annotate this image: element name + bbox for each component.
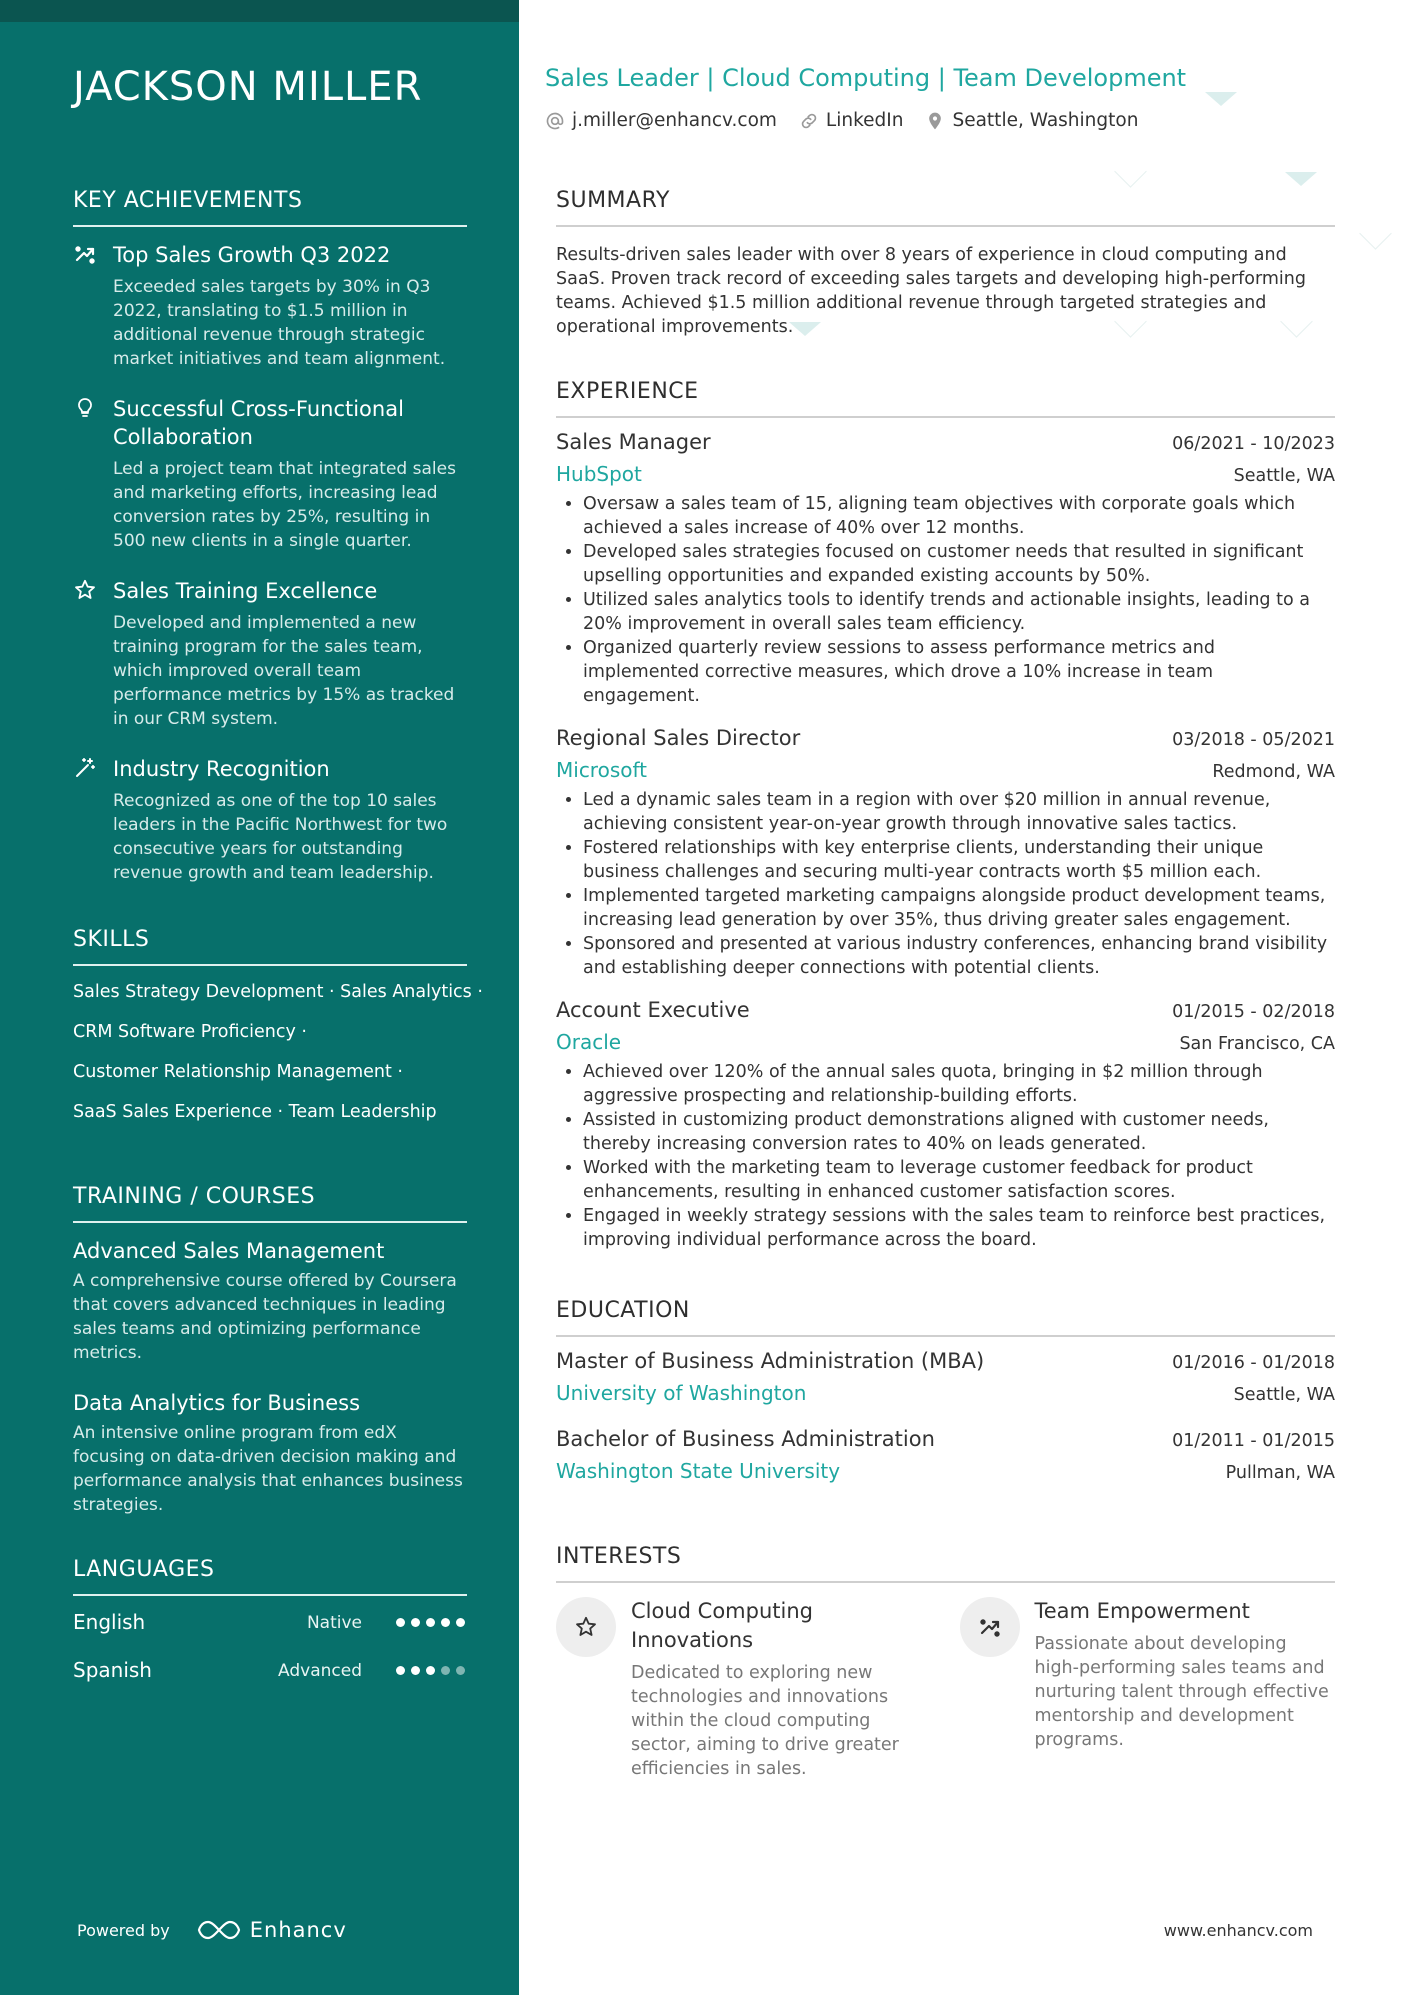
sidebar	[0, 0, 519, 1995]
school: Washington State University	[556, 1459, 841, 1483]
interests-title: INTERESTS	[556, 1544, 1335, 1583]
course-title: Advanced Sales Management	[73, 1239, 385, 1263]
job-bullet: • Developed sales strategies focused on customer needs that resulted in significant upselling opportunities and expanded existing accounts by 50%.	[583, 540, 1335, 588]
contact-location	[925, 110, 1138, 131]
job-dates: 01/2015 - 02/2018	[1172, 1002, 1335, 1022]
job-bullet: • Fostered relationships with key enterprise clients, understanding their unique business challenges and securing multi-year contracts worth $5 million each.	[583, 836, 1335, 884]
interest-desc: Dedicated to exploring new technologies and innovations within the cloud computing sector, aiming to drive greater efficiencies in sales.	[631, 1663, 899, 1779]
achievement-item	[73, 395, 467, 553]
contact-location-text: Seattle, Washington	[952, 110, 1139, 131]
school: University of Washington	[556, 1381, 807, 1405]
skills-title: SKILLS	[73, 927, 467, 966]
contact-bar	[545, 110, 1138, 131]
job-location: Seattle, WA	[1233, 466, 1335, 486]
enhancv-logo-text: Enhancv	[249, 1918, 347, 1942]
interests-section	[556, 1544, 1335, 1781]
education-dates: 01/2011 - 01/2015	[1172, 1431, 1335, 1451]
achievement-item	[73, 577, 467, 731]
proficiency-dot-filled	[411, 1666, 420, 1675]
contact-linkedin[interactable]	[799, 110, 904, 131]
education-section	[556, 1298, 1335, 1505]
language-name: English	[73, 1610, 146, 1634]
star-icon	[574, 1615, 598, 1639]
skills-line: CRM Software Proficiency ·	[73, 1022, 307, 1042]
job-bullet: • Utilized sales analytics tools to identify trends and actionable insights, leading to a 20% improvement in overall sales team efficiency.	[583, 588, 1335, 636]
headline: Sales Leader | Cloud Computing | Team Development	[545, 64, 1187, 92]
language-row	[73, 1658, 467, 1706]
proficiency-dot-filled	[441, 1618, 450, 1627]
job-bullet: • Led a dynamic sales team in a region with over $20 million in annual revenue, achieving consistent year-on-year growth through innovative sales tactics.	[583, 788, 1335, 836]
contact-email[interactable]	[545, 110, 777, 131]
job-entry	[556, 430, 1335, 708]
interest-item	[556, 1597, 932, 1781]
degree: Master of Business Administration (MBA)	[556, 1349, 985, 1373]
language-level: Native	[306, 1613, 362, 1633]
achievement-title: Successful Cross-Functional Collaboration	[113, 397, 404, 449]
achievement-desc: Recognized as one of the top 10 sales leaders in the Pacific Northwest for two consecutive years for outstanding revenue growth and team leadership.	[113, 791, 448, 883]
proficiency-dot-filled	[396, 1618, 405, 1627]
contact-email-text: j.miller@enhancv.com	[572, 110, 777, 131]
decorative-chevron	[1359, 217, 1392, 250]
skills-line: SaaS Sales Experience · Team Leadership	[73, 1102, 437, 1122]
job-bullet: • Organized quarterly review sessions to assess performance metrics and implemented corrective measures, which drove a 10% increase in team engagement.	[583, 636, 1335, 708]
achievements-title: KEY ACHIEVEMENTS	[73, 188, 467, 227]
language-name: Spanish	[73, 1658, 152, 1682]
interest-icon-circle	[960, 1597, 1020, 1657]
interest-icon-circle	[556, 1597, 616, 1657]
training-title: TRAINING / COURSES	[73, 1184, 467, 1223]
footer-website[interactable]: www.enhancv.com	[1163, 1921, 1313, 1940]
course-item	[73, 1389, 467, 1517]
interest-item	[960, 1597, 1336, 1781]
language-dots	[396, 1666, 465, 1675]
job-title: Sales Manager	[556, 430, 711, 454]
job-company: Oracle	[556, 1030, 622, 1054]
languages-section	[73, 1557, 467, 1706]
at-icon	[545, 111, 565, 131]
proficiency-dot-empty	[456, 1666, 465, 1675]
sidebar-top-strip	[0, 0, 519, 22]
education-dates: 01/2016 - 01/2018	[1172, 1353, 1335, 1373]
job-company: Microsoft	[556, 758, 648, 782]
course-desc: An intensive online program from edX focusing on data-driven decision making and performance analysis that enhances business strategies.	[73, 1423, 463, 1515]
proficiency-dot-empty	[441, 1666, 450, 1675]
proficiency-dot-filled	[426, 1618, 435, 1627]
job-dates: 06/2021 - 10/2023	[1172, 434, 1335, 454]
main-content	[519, 0, 1410, 1995]
contact-linkedin-text: LinkedIn	[825, 110, 904, 131]
link-icon	[799, 111, 819, 131]
magic-wand-icon	[73, 756, 97, 780]
education-title: EDUCATION	[556, 1298, 1335, 1337]
powered-by	[77, 1918, 347, 1942]
job-bullets	[556, 492, 1335, 708]
job-bullet: • Worked with the marketing team to leverage customer feedback for product enhancements, resulting in enhanced customer satisfaction scores.	[583, 1156, 1335, 1204]
job-bullet: • Engaged in weekly strategy sessions with the sales team to reinforce best practices, improving individual performance across the board.	[583, 1204, 1335, 1252]
experience-section	[556, 379, 1335, 1270]
education-entry	[556, 1427, 1335, 1483]
growth-chart-icon	[978, 1615, 1002, 1639]
skills-line: Sales Strategy Development · Sales Analytics ·	[73, 982, 483, 1002]
achievement-title: Top Sales Growth Q3 2022	[113, 243, 391, 267]
growth-chart-icon	[73, 242, 97, 266]
course-item	[73, 1237, 467, 1365]
summary-section	[556, 188, 1335, 339]
job-entry	[556, 998, 1335, 1252]
skills-line: Customer Relationship Management ·	[73, 1062, 403, 1082]
job-bullets	[556, 1060, 1335, 1252]
job-title: Account Executive	[556, 998, 750, 1022]
achievement-item	[73, 241, 467, 371]
decorative-chevron	[1114, 155, 1147, 188]
school-location: Seattle, WA	[1233, 1385, 1335, 1405]
decorative-triangle	[1205, 92, 1237, 106]
job-bullets	[556, 788, 1335, 980]
achievement-item	[73, 755, 467, 885]
interest-desc: Passionate about developing high-performing sales teams and nurturing talent through effective mentorship and development programs.	[1034, 1634, 1329, 1750]
candidate-name: JACKSON MILLER	[73, 64, 423, 110]
job-bullet: • Oversaw a sales team of 15, aligning team objectives with corporate goals which achieved a sales increase of 40% over 12 months.	[583, 492, 1335, 540]
experience-title: EXPERIENCE	[556, 379, 1335, 418]
proficiency-dot-filled	[396, 1666, 405, 1675]
language-level: Advanced	[278, 1661, 362, 1681]
course-desc: A comprehensive course offered by Coursera that covers advanced techniques in leading sales teams and optimizing performance metrics.	[73, 1271, 457, 1363]
job-bullet: • Sponsored and presented at various industry conferences, enhancing brand visibility and establishing deeper connections with potential clients.	[583, 932, 1335, 980]
achievement-desc: Developed and implemented a new training program for the sales team, which improved overall team performance metrics by 15% as tracked in our CRM system.	[113, 613, 455, 729]
job-entry	[556, 726, 1335, 980]
decorative-triangle	[1285, 172, 1317, 186]
achievement-title: Industry Recognition	[113, 757, 330, 781]
interest-title: Cloud Computing Innovations	[631, 1599, 813, 1652]
education-entry	[556, 1349, 1335, 1405]
language-row	[73, 1610, 467, 1658]
proficiency-dot-filled	[426, 1666, 435, 1675]
course-title: Data Analytics for Business	[73, 1391, 361, 1415]
achievements-section	[73, 188, 467, 909]
training-section	[73, 1184, 467, 1541]
school-location: Pullman, WA	[1225, 1463, 1335, 1483]
achievement-desc: Led a project team that integrated sales and marketing efforts, increasing lead conversion rates by 25%, resulting in 500 new clients in a single quarter.	[113, 459, 456, 551]
skills-section	[73, 927, 483, 1140]
languages-title: LANGUAGES	[73, 1557, 467, 1596]
enhancv-logo-icon	[196, 1918, 242, 1942]
proficiency-dot-filled	[411, 1618, 420, 1627]
enhancv-logo[interactable]	[196, 1918, 347, 1942]
job-bullet: • Implemented targeted marketing campaigns alongside product development teams, increasing lead generation by over 35%, thus driving greater sales engagement.	[583, 884, 1335, 932]
powered-by-label: Powered by	[77, 1920, 170, 1940]
location-pin-icon	[925, 111, 945, 131]
lightbulb-icon	[73, 396, 97, 420]
proficiency-dot-filled	[456, 1618, 465, 1627]
job-dates: 03/2018 - 05/2021	[1172, 730, 1335, 750]
summary-title: SUMMARY	[556, 188, 1335, 227]
job-location: Redmond, WA	[1212, 762, 1335, 782]
job-bullet: • Achieved over 120% of the annual sales quota, bringing in $2 million through aggressive prospecting and relationship-building efforts.	[583, 1060, 1335, 1108]
language-dots	[396, 1618, 465, 1627]
summary-text: Results-driven sales leader with over 8 years of experience in cloud computing and SaaS. Proven track record of exceeding sales targets and developing high-performing teams. Achieved $1.5 million additional revenue through targeted strategies and operational improvements.	[556, 245, 1306, 337]
job-company: HubSpot	[556, 462, 642, 486]
job-location: San Francisco, CA	[1179, 1034, 1335, 1054]
job-bullet: • Assisted in customizing product demonstrations aligned with customer needs, thereby increasing conversion rates to 40% on leads generated.	[583, 1108, 1335, 1156]
star-icon	[73, 578, 97, 602]
job-title: Regional Sales Director	[556, 726, 801, 750]
achievement-title: Sales Training Excellence	[113, 579, 378, 603]
interest-title: Team Empowerment	[1034, 1599, 1250, 1623]
degree: Bachelor of Business Administration	[556, 1427, 935, 1451]
achievement-desc: Exceeded sales targets by 30% in Q3 2022, translating to $1.5 million in additional revenue through strategic market initiatives and team alignment.	[113, 277, 446, 369]
